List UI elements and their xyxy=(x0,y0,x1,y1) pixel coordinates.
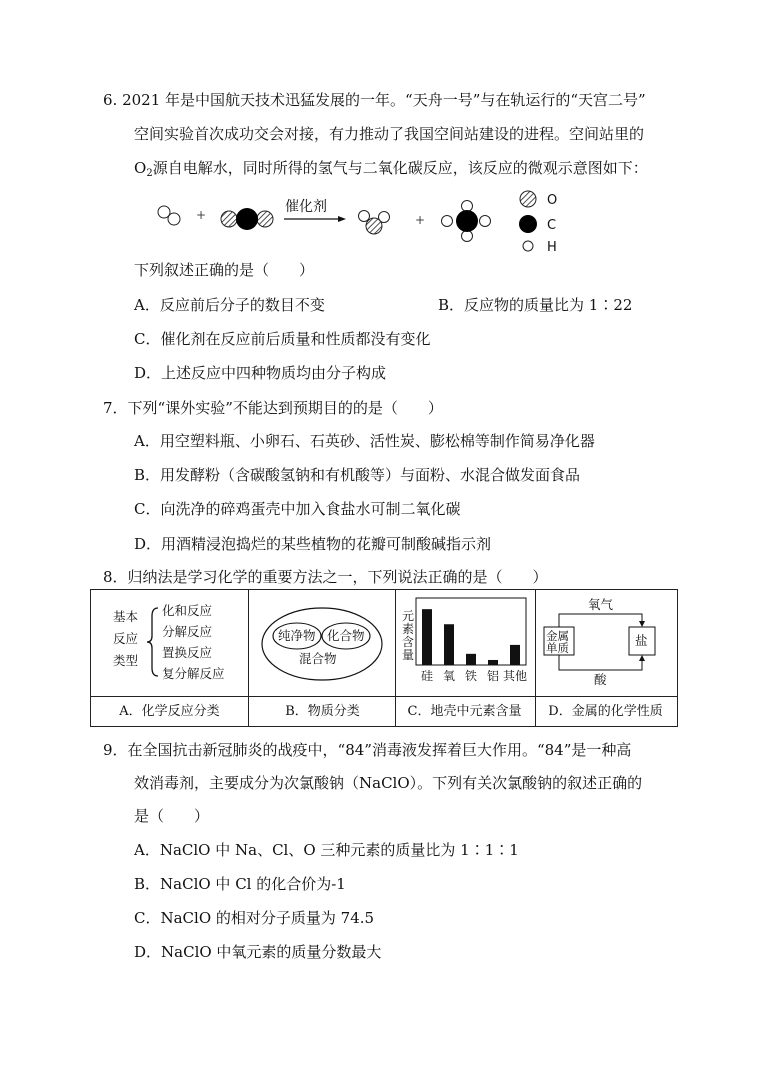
q6-option-c[interactable]: C．催化剂在反应前后质量和性质都没有变化 xyxy=(134,330,431,348)
tick-label-铁: 铁 xyxy=(464,669,478,683)
q9-option-c[interactable]: C．NaClO 的相对分子质量为 74.5 xyxy=(134,909,375,927)
set-diagram xyxy=(257,600,387,686)
tick-label-其他: 其他 xyxy=(502,669,528,683)
carbon-dioxide-molecule-icon xyxy=(221,208,273,230)
q9-stem-line1: 9．在全国抗击新冠肺炎的战疫中，“84”消毒液发挥着巨大作用。“84”是一种高 xyxy=(103,741,632,759)
label-metal: 金属单质 xyxy=(546,629,569,655)
cell-d-diagram xyxy=(536,590,678,696)
o2-formula: O xyxy=(134,159,147,177)
bar-铁 xyxy=(466,654,476,665)
q7-option-c[interactable]: C．向洗净的碎鸡蛋壳中加入食盐水可制二氧化碳 xyxy=(134,500,461,518)
q6-option-b[interactable]: B．反应物的质量比为 1∶22 xyxy=(438,296,633,314)
set-pure-substance: 纯净物 xyxy=(278,628,316,643)
group-label-2: 反应 xyxy=(113,631,139,646)
bar-铝 xyxy=(488,660,498,665)
hydrogen-molecule-icon xyxy=(158,206,180,225)
o2-subscript: 2 xyxy=(146,168,153,179)
q9-option-b[interactable]: B．NaClO 中 Cl 的化合价为-1 xyxy=(134,875,346,893)
plus-sign: + xyxy=(196,208,207,222)
bar-氧 xyxy=(444,624,454,665)
catalyst-label: 催化剂 xyxy=(285,199,327,215)
element-content-bar-chart xyxy=(396,590,535,696)
caption-d[interactable]: D．金属的化学性质 xyxy=(548,704,663,719)
label-oxygen: 氧气 xyxy=(588,597,614,612)
water-molecule-icon xyxy=(359,211,390,235)
q6-option-a[interactable]: A．反应前后分子的数目不变 xyxy=(134,296,325,314)
q6-stem-line1: 6. 2021 年是中国航天技术迅猛发展的一年。“天舟一号”与在轨运行的“天宫二号” xyxy=(103,91,646,109)
caption-b[interactable]: B．物质分类 xyxy=(285,704,360,719)
group-label-1: 基本 xyxy=(113,609,139,624)
reaction-type-2: 分解反应 xyxy=(162,624,213,639)
reaction-diagram xyxy=(150,186,600,256)
bar-其他 xyxy=(510,645,520,665)
carbon-atom-icon xyxy=(519,215,537,233)
group-label-3: 类型 xyxy=(113,653,139,668)
chart-ylabel: 元素含量 xyxy=(402,609,415,662)
label-salt: 盐 xyxy=(635,633,648,648)
q6-stem-line2: 空间实验首次成功交会对接，有力推动了我国空间站建设的进程。空间站里的 xyxy=(134,125,645,143)
reaction-type-1: 化和反应 xyxy=(162,603,213,618)
oxygen-atom-icon xyxy=(520,191,536,207)
set-compound: 化合物 xyxy=(327,628,365,643)
label-acid: 酸 xyxy=(594,672,607,687)
legend-h: H xyxy=(547,240,557,255)
q7-stem: 7．下列“课外实验”不能达到预期目的的是（ ） xyxy=(103,399,443,417)
q9-stem-line3: 是（ ） xyxy=(134,807,210,825)
q6-stem-line3 xyxy=(134,158,648,184)
q7-option-b[interactable]: B．用发酵粉（含碳酸氢钠和有机酸等）与面粉、水混合做发面食品 xyxy=(134,466,581,484)
hydrogen-atom-icon xyxy=(523,241,533,251)
q6-question: 下列叙述正确的是（ ） xyxy=(134,261,315,279)
plus-sign-2: + xyxy=(415,213,426,227)
reaction-type-4: 复分解反应 xyxy=(162,666,225,681)
bar-硅 xyxy=(422,609,432,665)
cell-b-diagram xyxy=(249,590,395,696)
set-mixture: 混合物 xyxy=(299,651,337,666)
tick-label-铝: 铝 xyxy=(486,669,500,683)
legend-o: O xyxy=(547,193,558,208)
q8-stem: 8．归纳法是学习化学的重要方法之一，下列说法正确的是（ ） xyxy=(103,568,548,586)
brace-icon xyxy=(146,606,160,678)
q9-option-a[interactable]: A．NaClO 中 Na、Cl、O 三种元素的质量比为 1∶1∶1 xyxy=(134,841,519,859)
q9-stem-line2: 效消毒剂，主要成分为次氯酸钠（NaClO）。下列有关次氯酸钠的叙述正确的 xyxy=(134,774,643,792)
cell-c-chart xyxy=(396,590,535,696)
tick-label-硅: 硅 xyxy=(420,669,434,683)
caption-a[interactable]: A．化学反应分类 xyxy=(119,704,220,719)
q7-option-a[interactable]: A．用空塑料瓶、小卵石、石英砂、活性炭、膨松棉等制作简易净化器 xyxy=(134,432,595,450)
caption-c[interactable]: C．地壳中元素含量 xyxy=(407,704,522,719)
cell-a-diagram xyxy=(91,590,248,696)
reaction-type-3: 置换反应 xyxy=(162,645,213,660)
methane-molecule-icon xyxy=(442,201,491,242)
q6-stem-line3-rest: 源自电解水，同时所得的氢气与二氧化碳反应，该反应的微观示意图如下： xyxy=(152,159,648,177)
q6-option-d[interactable]: D．上述反应中四种物质均由分子构成 xyxy=(134,364,387,382)
q9-option-d[interactable]: D．NaClO 中氧元素的质量分数最大 xyxy=(134,943,382,961)
q8-options-table xyxy=(90,589,678,727)
q7-option-d[interactable]: D．用酒精浸泡捣烂的某些植物的花瓣可制酸碱指示剂 xyxy=(134,535,492,553)
tick-label-氧: 氧 xyxy=(442,669,456,683)
legend-c: C xyxy=(547,218,557,233)
